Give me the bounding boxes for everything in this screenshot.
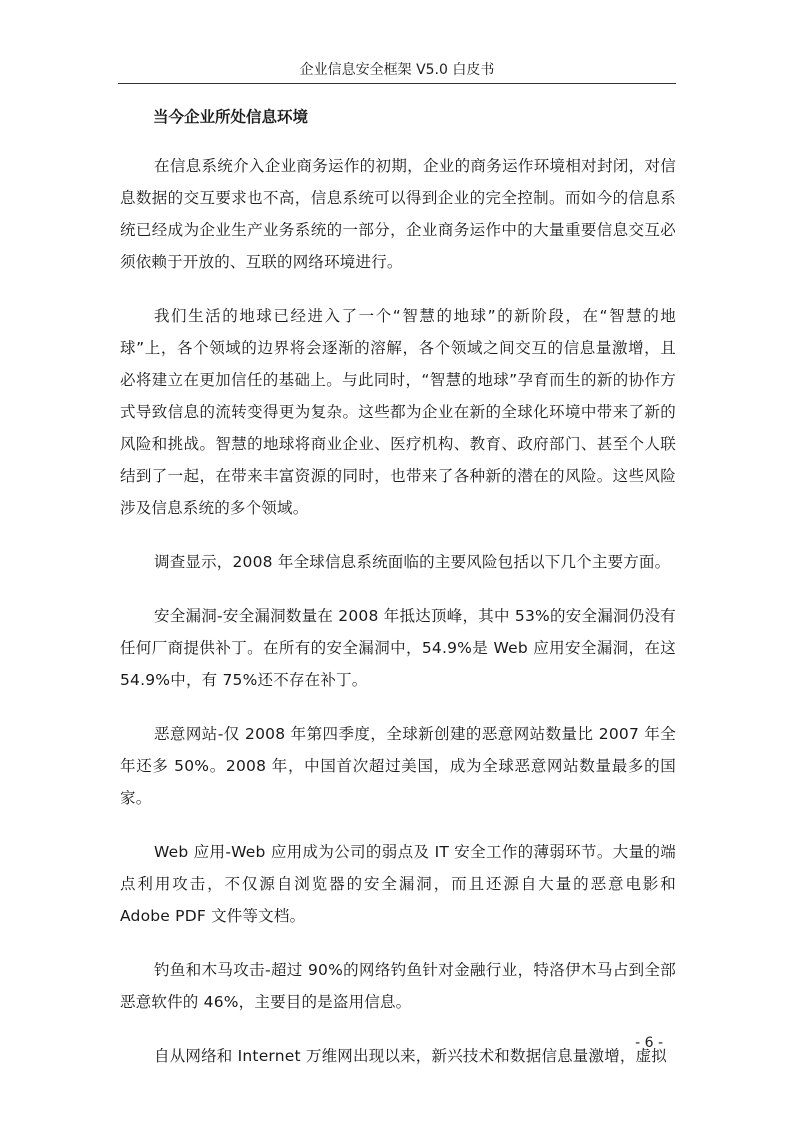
- body-paragraph: 自从网络和 Internet 万维网出现以来，新兴技术和数据信息量激增，虚拟: [154, 1047, 668, 1065]
- page-body: [120, 102, 676, 1072]
- section-title: 当今企业所处信息环境: [153, 108, 309, 126]
- body-paragraph: 调查显示，2008 年全球信息系统面临的主要风险包括以下几个主要方面。: [154, 553, 671, 571]
- body-paragraph: Web 应用-Web 应用成为公司的弱点及 IT 安全工作的薄弱环节。大量的端点利用攻击，不仅源自浏览器的安全漏洞，而且还源自大量的恶意电影和 Adobe PDF 文件等文档。: [120, 843, 676, 925]
- body-paragraph: 我们生活的地球已经进入了一个“智慧的地球”的新阶段，在“智慧的地球”上，各个领域的边界将会逐渐的溶解，各个领域之间交互的信息量激增，且必将建立在更加信任的基础上。与此同时，“智慧的地球”孕育而生的新的协作方式导致信息的流转变得更为复杂。这些都为企业在新的全球化环境中带来了新的风险和挑战。智慧的地球将商业企业、医疗机构、教育、政府部门、甚至个人联结到了一起，在带来丰富资源的同时，也带来了各种新的潜在的风险。这些风险涉及信息系统的多个领域。: [120, 307, 676, 517]
- body-paragraph: 钓鱼和木马攻击-超过 90%的网络钓鱼针对金融行业，特洛伊木马占到全部恶意软件的 46%，主要目的是盗用信息。: [120, 961, 676, 1011]
- body-paragraph: 安全漏洞-安全漏洞数量在 2008 年抵达顶峰，其中 53%的安全漏洞仍没有任何厂商提供补丁。在所有的安全漏洞中，54.9%是 Web 应用安全漏洞，在这 54.9%中，有 75%还不存在补丁。: [120, 607, 676, 689]
- header-divider: [118, 83, 676, 84]
- body-paragraph: 在信息系统介入企业商务运作的初期，企业的商务运作环境相对封闭，对信息数据的交互要求也不高，信息系统可以得到企业的完全控制。而如今的信息系统已经成为企业生产业务系统的一部分，企业商务运作中的大量重要信息交互必须依赖于开放的、互联的网络环境进行。: [120, 157, 676, 271]
- body-paragraph: 恶意网站-仅 2008 年第四季度，全球新创建的恶意网站数量比 2007 年全年还多 50%。2008 年，中国首次超过美国，成为全球恶意网站数量最多的国家。: [120, 725, 676, 807]
- page-number: - 6 -: [635, 1035, 663, 1051]
- page-header: 企业信息安全框架 V5.0 白皮书: [299, 62, 495, 78]
